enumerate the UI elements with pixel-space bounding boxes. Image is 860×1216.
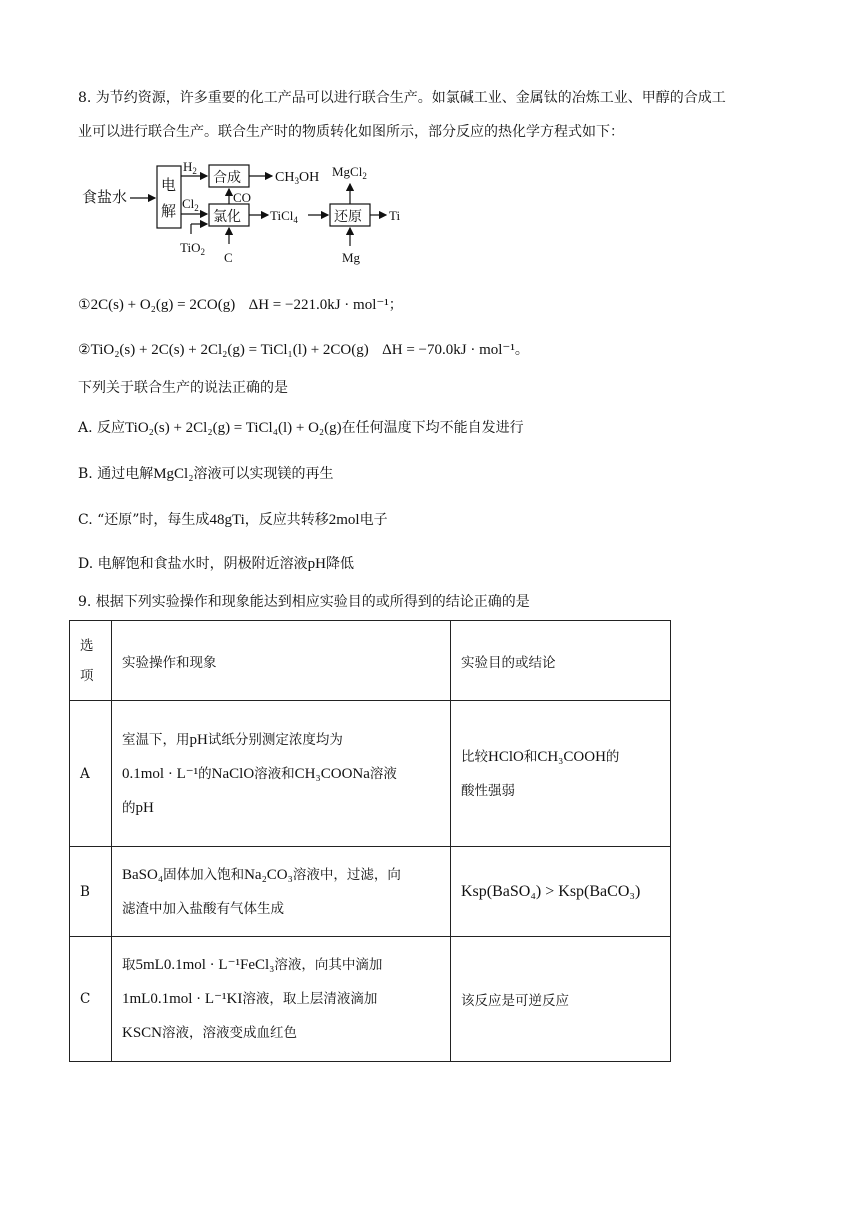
header-option: 选 项 bbox=[70, 621, 112, 701]
diagram-tio2-label: TiO$_2$ bbox=[180, 240, 205, 257]
equation-2: ②TiO₂(s) + 2C(s) + 2Cl₂(g) = TiCl₁(l) + 2CO(g) ΔH = −70.0kJ · mol⁻¹。 bbox=[78, 342, 529, 358]
diagram-source-label: 食盐水 bbox=[82, 190, 128, 206]
process-flow-diagram bbox=[80, 158, 380, 268]
row-option: C bbox=[70, 937, 112, 1062]
q8-intro-line2: 业可以进行联合生产。联合生产时的物质转化如图所示，部分反应的热化学方程式如下： bbox=[78, 124, 624, 140]
row-conclusion: 比较HClO和CH₃COOH的 酸性强弱 bbox=[451, 701, 671, 847]
q8-option-c: C. “还原”时，每生成48gTi，反应共转移2mol电子 bbox=[78, 512, 388, 528]
svg-text:电: 电 bbox=[161, 178, 177, 194]
q8-stem: 下列关于联合生产的说法正确的是 bbox=[78, 380, 288, 396]
svg-text:氯化: 氯化 bbox=[213, 210, 241, 225]
diagram-co-label: CO bbox=[233, 190, 252, 205]
q9-stem: 9. 根据下列实验操作和现象能达到相应实验目的或所得到的结论正确的是 bbox=[78, 594, 530, 610]
table-header-row bbox=[70, 621, 671, 701]
diagram-mg-label: Mg bbox=[342, 250, 361, 265]
q9-table bbox=[69, 620, 671, 1062]
svg-text:还原: 还原 bbox=[334, 210, 362, 225]
row-option: B bbox=[70, 847, 112, 937]
svg-text:合成: 合成 bbox=[213, 171, 241, 186]
diagram-cl2-label: $Cl_2$ bbox=[182, 196, 199, 213]
diagram-mgcl2-label: MgCl$_2$ bbox=[332, 164, 367, 181]
q8-intro-line1: 8. 为节约资源，许多重要的化工产品可以进行联合生产。如氯碱工业、金属钛的冶炼工业、甲醇的合成工 bbox=[78, 90, 726, 106]
diagram-carbon-label: C bbox=[224, 250, 233, 265]
diagram-ticl4-label: TiCl$_4$ bbox=[270, 208, 298, 225]
q8-option-b: B. 通过电解MgCl₂溶液可以实现镁的再生 bbox=[78, 466, 334, 482]
row-conclusion: 该反应是可逆反应 bbox=[451, 937, 671, 1062]
table-row bbox=[70, 847, 671, 937]
row-conclusion: Ksp(BaSO₄) > Ksp(BaCO₃) bbox=[451, 847, 671, 937]
table-row bbox=[70, 937, 671, 1062]
q8-option-a: A. 反应TiO₂(s) + 2Cl₂(g) = TiCl₄(l) + O₂(g)在任何温度下均不能自发进行 bbox=[78, 420, 524, 436]
row-operation: 室温下，用pH试纸分别测定浓度均为 0.1mol · L⁻¹的NaClO溶液和CH₃COONa溶液 的pH bbox=[112, 701, 451, 847]
diagram-methanol-label: $CH_3OH$ bbox=[275, 170, 320, 186]
q8-option-d: D. 电解饱和食盐水时，阴极附近溶液pH降低 bbox=[78, 556, 354, 572]
svg-text:Ti: Ti bbox=[389, 208, 401, 223]
header-operation: 实验操作和现象 bbox=[112, 621, 451, 701]
row-option: A bbox=[70, 701, 112, 847]
svg-text:解: 解 bbox=[161, 204, 177, 220]
diagram-h2-label: $H_2$ bbox=[183, 159, 197, 176]
equation-1: ①2C(s) + O₂(g) = 2CO(g) ΔH = −221.0kJ · mol⁻¹； bbox=[78, 297, 403, 313]
diagram-ti-arrow bbox=[370, 200, 430, 230]
row-operation: BaSO₄固体加入饱和Na₂CO₃溶液中，过滤，向 滤渣中加入盐酸有气体生成 bbox=[112, 847, 451, 937]
row-operation: 取5mL0.1mol · L⁻¹FeCl₃溶液，向其中滴加 1mL0.1mol · L⁻¹KI溶液，取上层清液滴加 KSCN溶液，溶液变成血红色 bbox=[112, 937, 451, 1062]
header-conclusion: 实验目的或结论 bbox=[451, 621, 671, 701]
table-row bbox=[70, 701, 671, 847]
